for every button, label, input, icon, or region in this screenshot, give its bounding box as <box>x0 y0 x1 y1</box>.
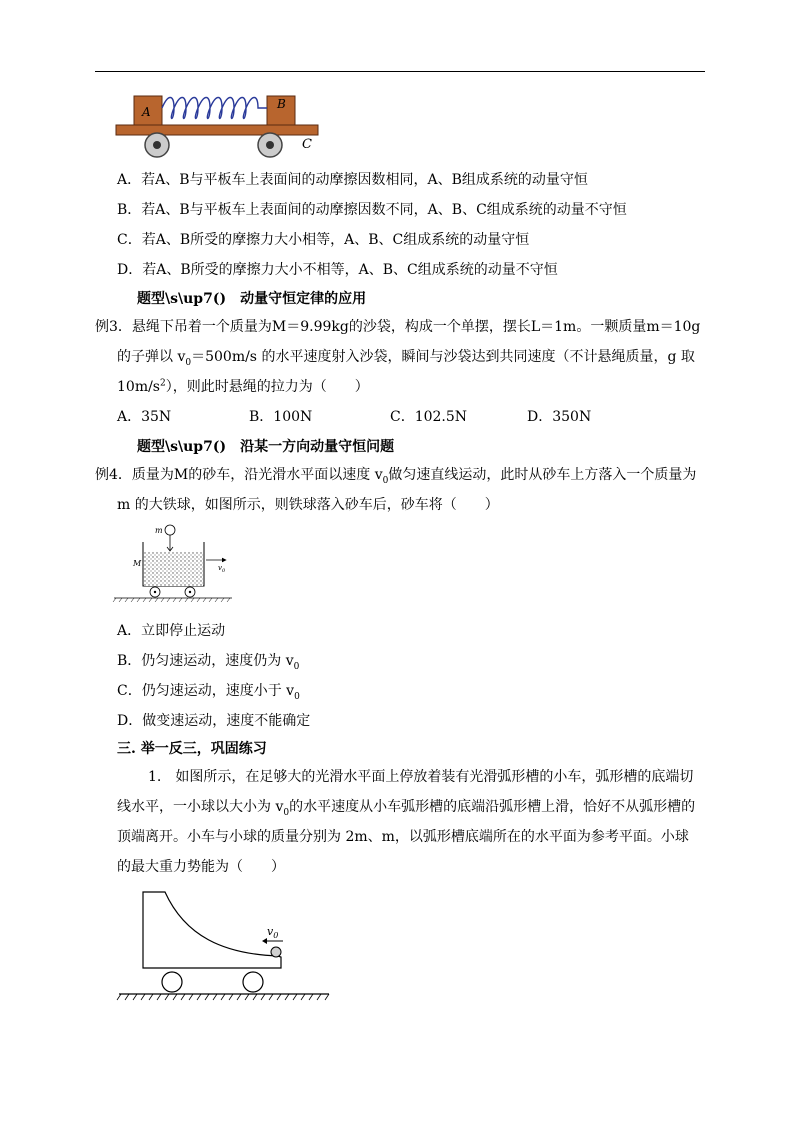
section-title-one-direction: 题型\s\up7() 沿某一方向动量守恒问题 <box>137 439 395 455</box>
example-3-line-1: 例3．悬绳下吊着一个质量为M＝9.99kg的沙袋，构成一个单摆，摆长L＝1m。一颗质量m＝10g <box>95 319 701 335</box>
example-3-line-2: 的子弹以 $v_0=500m/s$ 的水平速度射入沙袋，瞬间与沙袋达到共同速度（不计悬绳质量，g 取 <box>117 349 695 368</box>
example-3-option-b: B．100N <box>249 409 313 425</box>
example-4-line-2: m 的大铁球，如图所示，则铁球落入砂车后，砂车将（ ） <box>117 497 499 513</box>
section-title-momentum-application: 题型\s\up7() 动量守恒定律的应用 <box>137 291 367 307</box>
option-b-q1: B．若A、B与平板车上表面间的动摩擦因数不同，A、B、C组成系统的动量不守恒 <box>117 202 627 218</box>
example-3-option-c: C．102.5N <box>390 409 468 425</box>
example-3-option-d: D．350N <box>527 409 592 425</box>
practice-1-line-4: 的最大重力势能为（ ） <box>117 859 285 875</box>
block-a-label: A <box>142 105 151 119</box>
example-4-line-1: 例4．质量为M的砂车，沿光滑水平面以速度 $v_0$做匀速直线运动，此时从砂车上方落入一个质量为 <box>95 467 697 486</box>
ball-mass-label: m <box>155 526 163 535</box>
example-4-option-d: D．做变速运动，速度不能确定 <box>117 713 311 729</box>
figure-arc-cart <box>113 884 335 1006</box>
iron-ball <box>165 525 175 535</box>
sand <box>144 552 203 586</box>
option-d-q1: D．若A、B所受的摩擦力大小不相等，A、B、C组成系统的动量不守恒 <box>117 262 558 278</box>
option-a-q1: A．若A、B与平板车上表面间的动摩擦因数相同，A、B组成系统的动量守恒 <box>117 172 588 188</box>
arc-cart-wheel-right <box>243 972 263 992</box>
cart-platform <box>116 125 318 135</box>
spring <box>162 98 267 119</box>
ball-velocity-label: $v_0$ <box>267 925 279 940</box>
small-ball <box>271 947 281 957</box>
block-b-label: B <box>277 97 286 111</box>
example-4-option-c: C．仍匀速运动，速度小于 $v_0$ <box>117 683 300 702</box>
example-3-option-a: A．35N <box>117 409 172 425</box>
cart-mass-label: M <box>133 559 142 568</box>
header-rule <box>95 71 705 72</box>
example-3-line-3: $10m/s^2$），则此时悬绳的拉力为（ ） <box>117 378 369 395</box>
practice-1-line-3: 顶端离开。小车与小球的质量分别为 2m、m，以弧形槽底端所在的水平面为参考平面。小球 <box>117 829 689 845</box>
figure-sand-cart <box>112 520 237 606</box>
option-c-q1: C．若A、B所受的摩擦力大小相等，A、B、C组成系统的动量守恒 <box>117 232 530 248</box>
section-3-title: 三. 举一反三，巩固练习 <box>117 741 267 757</box>
arc-cart-wheel-left <box>162 972 182 992</box>
arc-cart-body <box>143 892 281 968</box>
practice-1-line-1: 1. 如图所示，在足够大的光滑水平面上停放着装有光滑弧形槽的小车，弧形槽的底端切 <box>148 769 694 785</box>
cart-velocity-label: $v_0$ <box>218 564 226 574</box>
example-4-option-b: B．仍匀速运动，速度仍为 $v_0$ <box>117 653 300 672</box>
figure-cart-spring <box>112 94 324 160</box>
example-4-option-a: A．立即停止运动 <box>117 623 226 639</box>
practice-1-line-2: 线水平，一小球以大小为 $v_0$的水平速度从小车弧形槽的底端沿弧形槽上滑，恰好不从弧形槽的 <box>117 799 696 818</box>
cart-label-c: C <box>302 137 312 152</box>
